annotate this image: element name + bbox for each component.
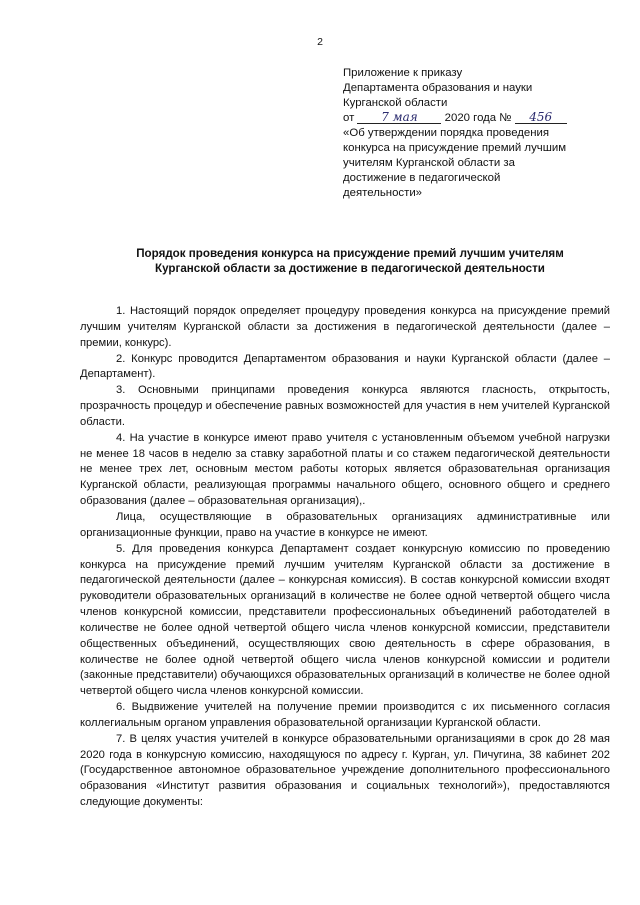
document-title-line: Курганской области за достижение в педагогической деятельности [155,262,545,275]
date-prefix: от [343,112,355,124]
appendix-line: Департамента образования и науки [343,82,533,94]
paragraph: 2. Конкурс проводится Департаментом образования и науки Курганской области (далее – Департамент). [80,352,610,381]
paragraph: Лица, осуществляющие в образовательных организациях административные или организационные функции, право на участие в конкурсе не имеют. [80,510,610,539]
appendix-title-line: деятельности» [343,187,423,199]
paragraph: 4. На участие в конкурсе имеют право учителя с установленным объемом учебной нагрузки не менее 18 часов в неделю за ставку заработной платы и со стажем педагогической деятельности не менее трех лет, основным местом работы которых является образовательная организация Курганской области, реализующая программы начального общего, основного общего и среднего образования (далее – образовательная организация),. [80,431,610,508]
paragraph: 7. В целях участия учителей в конкурсе образовательными организациями в срок до 28 мая 2020 года в конкурсную комиссию, находящуюся по адресу г. Курган, ул. Пичугина, 38 кабинет 202 (Государственное автономное образовательное учреждение дополнительного профессионального образования «Институт развития образования и социальных технологий»), предоставляются следующие документы: [80,732,610,809]
page-number: 2 [317,36,323,48]
paragraph: 3. Основными принципами проведения конкурса являются гласность, открытость, прозрачность процедур и обеспечение равных возможностей для участия в нем учителей Курганской области. [80,384,610,428]
handwritten-number: 456 [515,111,567,124]
appendix-title-line: учителям Курганской области за [343,157,515,169]
appendix-line: Приложение к приказу [343,67,463,79]
handwritten-date: 7 мая [357,111,441,124]
paragraph: 1. Настоящий порядок определяет процедуру проведения конкурса на присуждение премий лучшим учителям Курганской области за достижения в педагогической деятельности (далее – премии, конкурс). [80,305,610,349]
appendix-title-line: достижение в педагогической [343,172,501,184]
appendix-title-line: конкурса на присуждение премий лучшим [343,142,567,154]
document-body [80,304,610,811]
appendix-title-line: «Об утверждении порядка проведения [343,127,550,139]
year-text: 2020 года № [444,112,512,124]
paragraph: 6. Выдвижение учителей на получение премии производится с их письменного согласия коллегиальным органом управления образовательной организации Курганской области. [80,701,610,729]
paragraph: 5. Для проведения конкурса Департамент создает конкурсную комиссию по проведению конкурса на присуждение премий лучшим учителям Курганской области за достижение в педагогической деятельности (далее – конкурсная комиссия). В состав конкурсной комиссии входят руководители образовательных организаций в количестве не более одной четвертой общего числа членов конкурсной комиссии, представители профессиональных объединений работодателей в количестве не более одной четвертой общего числа членов конкурсной комиссии, представители общественных объединений, осуществляющих свою деятельность в сфере образования, в количестве не более одной четвертой общего числа членов конкурсной комиссии и родители (законные представители) обучающихся образовательных организаций в количестве не более одной четвертой общего числа членов конкурсной комиссии. [80,542,610,698]
document-title [60,246,640,276]
appendix-date-line [343,111,628,126]
document-title-line: Порядок проведения конкурса на присуждение премий лучшим учителям [136,247,564,260]
appendix-line: Курганской области [343,97,448,109]
appendix-block [343,66,628,201]
